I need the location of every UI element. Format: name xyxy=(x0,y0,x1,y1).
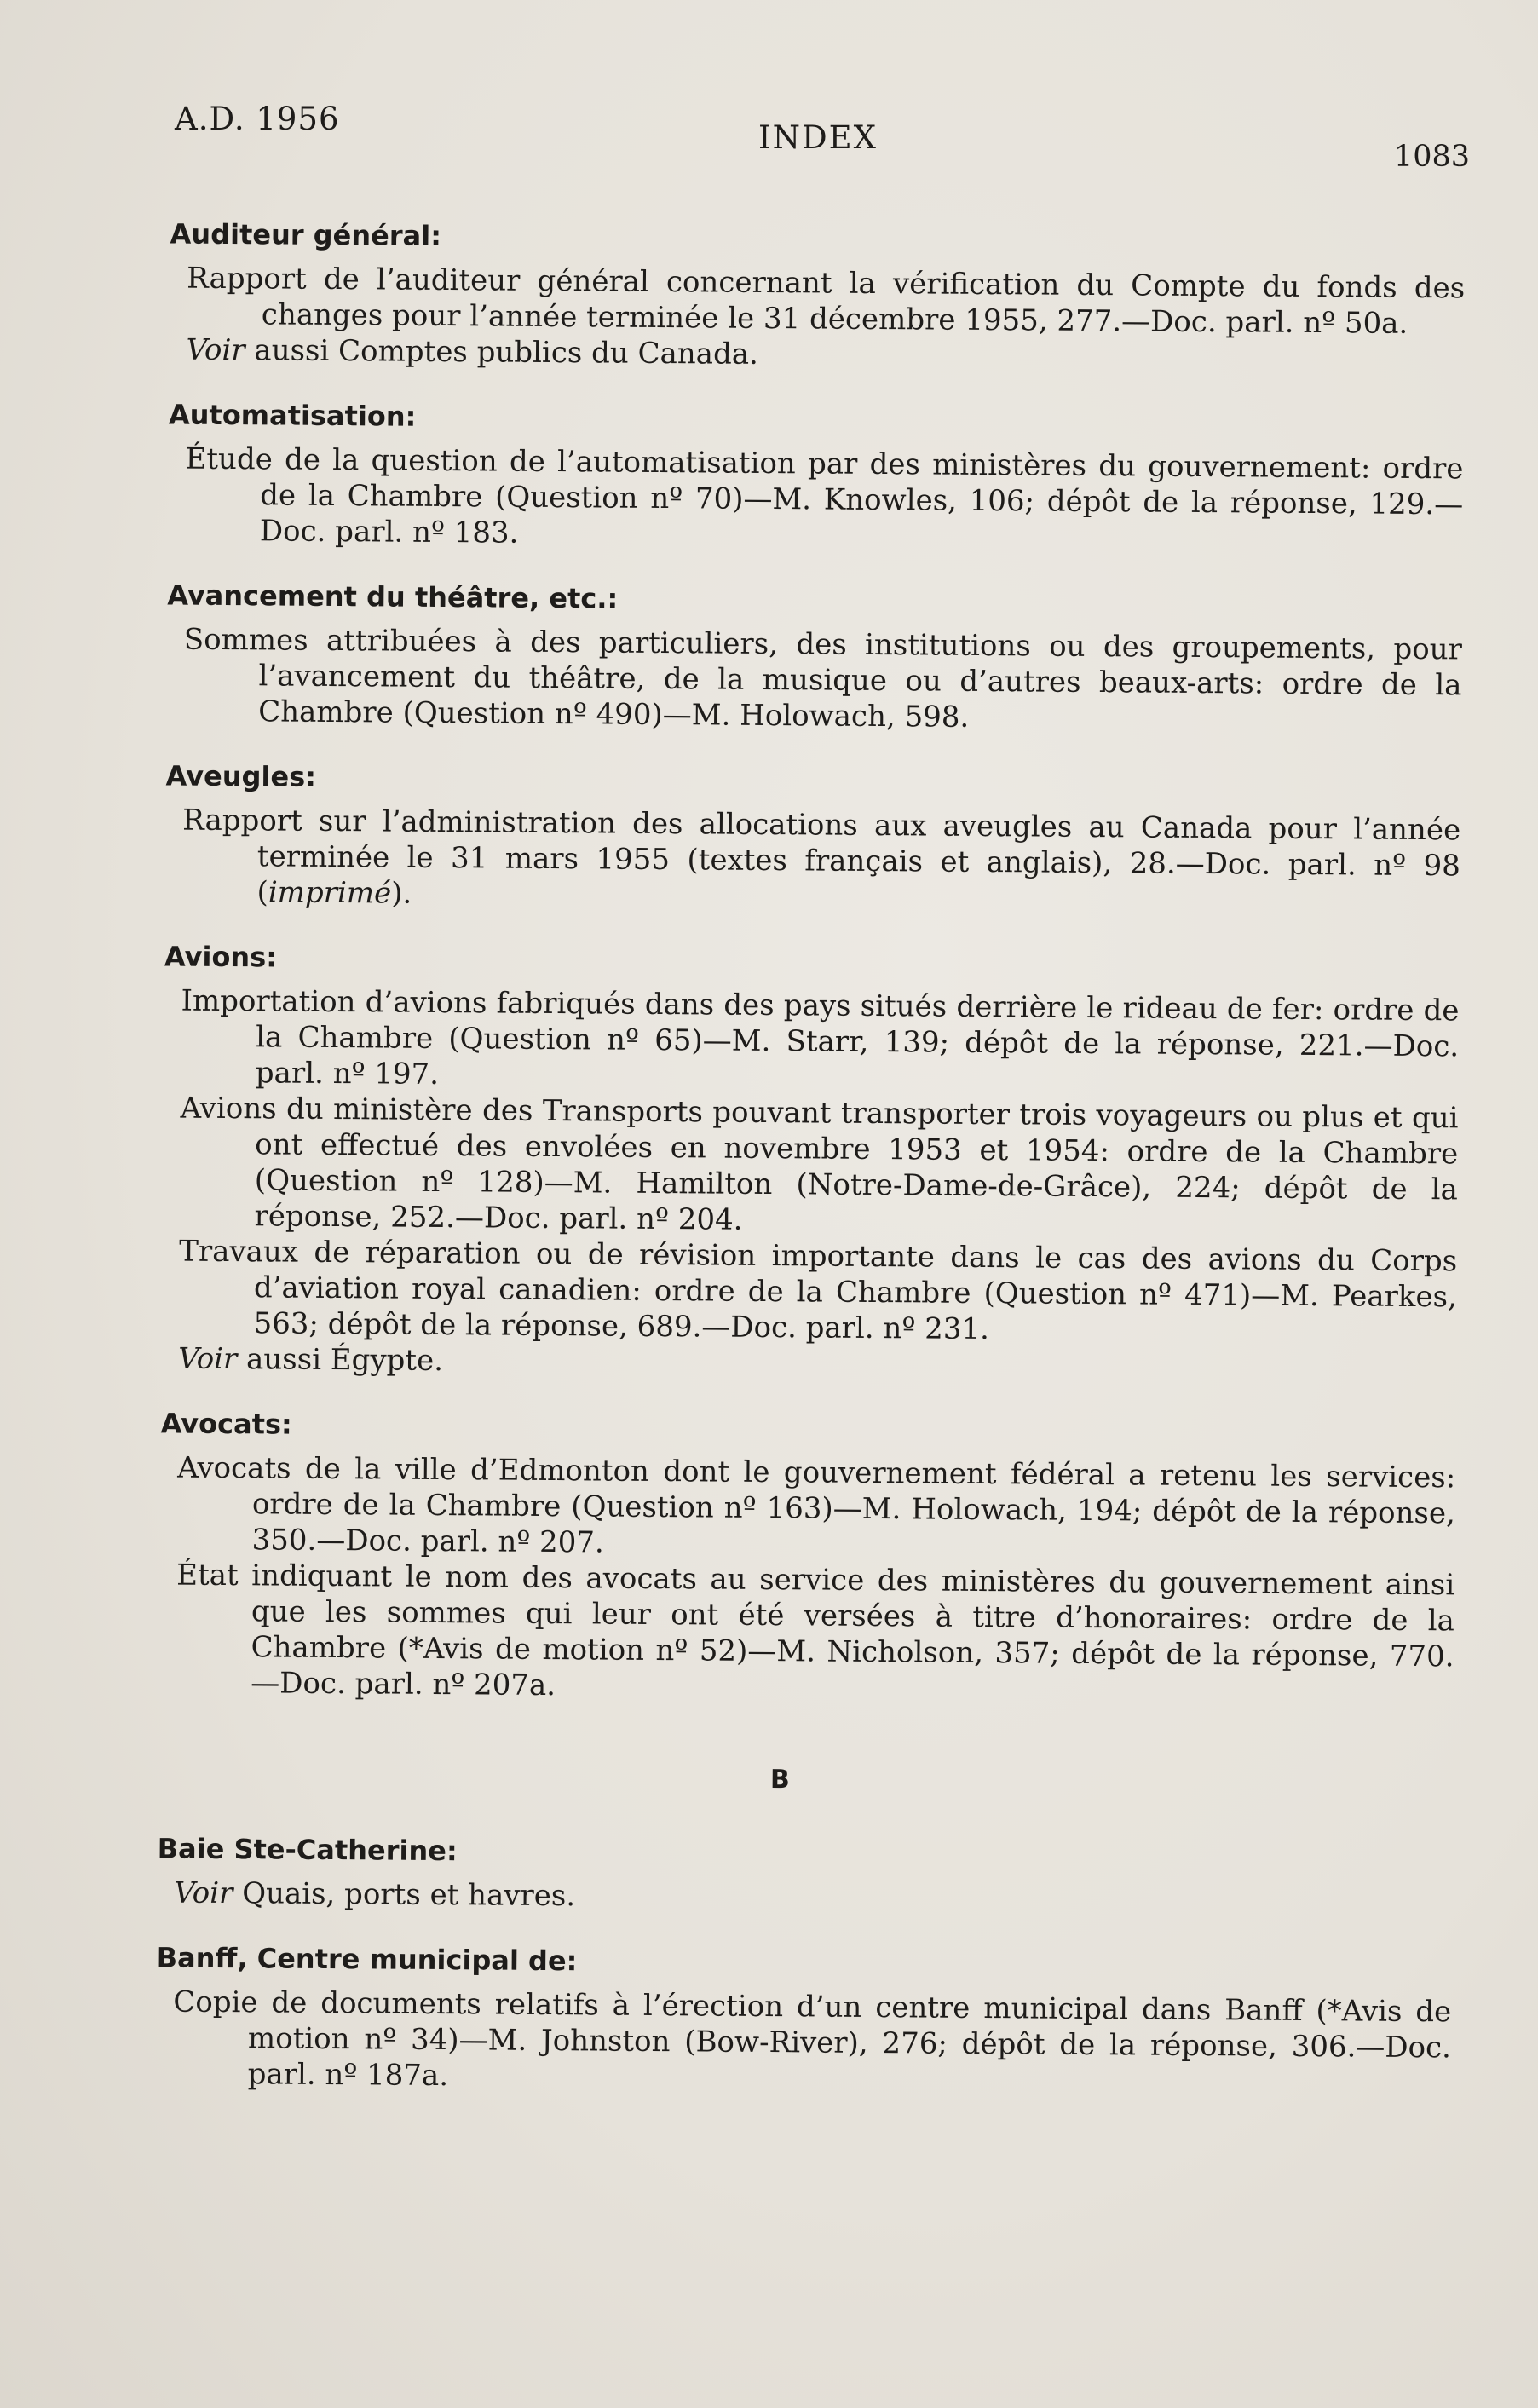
see-word: Voir xyxy=(186,332,245,368)
index-section xyxy=(117,398,1464,558)
entry-italic: imprimé xyxy=(268,875,392,911)
index-entry: Avions du ministère des Transports pouvant transporter trois voyageurs ou plus et qui ont effectué des envolées en novembre 1953 et 1954: ordre de la Chambre (Question nº 128)—M. Hamilton (Notre-Dame-de-Grâce), 224; dépôt de la réponse, 252.—Doc. parl. nº 204. xyxy=(180,1091,1459,1237)
see-also xyxy=(174,1875,1452,1921)
index-section xyxy=(118,217,1465,377)
index-heading: Baie Ste-Catherine: xyxy=(157,1832,458,1868)
header-title: INDEX xyxy=(758,119,878,156)
index-section xyxy=(113,759,1460,919)
index-section xyxy=(106,1832,1453,1921)
index-entry: Copie de documents relatifs à l’érection d’un centre municipal dans Banff (*Avis de motion nº 34)—M. Johnston (Bow-River), 276; dépôt de la réponse, 306.—Doc. parl. nº 187a. xyxy=(173,1985,1452,2094)
index-section xyxy=(107,1407,1456,1710)
index-entry: État indiquant le nom des avocats au service des ministères du gouvernement ainsi que les sommes qui leur ont été versées à titre d’honoraires: ordre de la Chambre (*Avis de motion nº 52)—M. Nicholson, 357; dépôt de la réponse, 770.—Doc. parl. nº 207a. xyxy=(176,1558,1455,1703)
page-header xyxy=(175,95,1470,172)
page-number: 1083 xyxy=(1393,140,1470,174)
index-entry: Importation d’avions fabriqués dans des pays situés derrière le rideau de fer: ordre de la Chambre (Question nº 65)—M. Starr, 139; dépôt de la réponse, 221.—Doc. parl. nº 197. xyxy=(181,983,1460,1092)
index-heading: Auditeur général: xyxy=(170,217,442,252)
see-word: Voir xyxy=(178,1341,238,1377)
index-entry: Sommes attribuées à des particuliers, des institutions ou des groupements, pour l’avancement du théâtre, de la musique ou d’autres beaux-arts: ordre de la Chambre (Question nº 490)—M. Holowach, 598. xyxy=(183,622,1462,734)
see-text: aussi Comptes publics du Canada. xyxy=(254,333,759,372)
see-text: Quais, ports et havres. xyxy=(242,1876,576,1914)
index-heading: Automatisation: xyxy=(168,398,417,433)
entry-text: Rapport sur l’administration des allocations aux aveugles au Canada pour l’année terminée le 31 mars 1955 (textes français et anglais), 28.—Doc. parl. nº 98 ( xyxy=(182,803,1461,910)
index-entry: Rapport de l’auditeur général concernant la vérification du Compte du fonds des changes pour l’année terminée le 31 décembre 1955, 277.—Doc. parl. nº 50a. xyxy=(187,261,1466,341)
entry-tail: ). xyxy=(391,876,412,911)
index-entry: Travaux de réparation ou de révision importante dans le cas des avions du Corps d’aviation royal canadien: ordre de la Chambre (Question nº 471)—M. Pearkes, 563; dépôt de la réponse, 689.—Doc. parl. nº 231. xyxy=(179,1234,1458,1347)
header-year: A.D. 1956 xyxy=(175,101,340,137)
index-section xyxy=(104,1941,1451,2101)
index-section xyxy=(115,579,1462,739)
index-entry: Avocats de la ville d’Edmonton dont le gouvernement fédéral a retenu les services: ordre de la Chambre (Question nº 163)—M. Holowach, 194; dépôt de la réponse, 350.—Doc. parl. nº 207. xyxy=(177,1450,1456,1560)
index-section xyxy=(110,940,1460,1386)
index-entry: Étude de la question de l’automatisation par des ministères du gouvernement: ordre de la Chambre (Question nº 70)—M. Knowles, 106; dépôt de la réponse, 129.—Doc. parl. nº 183. xyxy=(185,441,1464,550)
see-text: aussi Égypte. xyxy=(245,1342,444,1379)
index-heading: Avocats: xyxy=(160,1407,292,1441)
index-heading: Avancement du théâtre, etc.: xyxy=(167,579,619,615)
index-heading: Avions: xyxy=(164,940,278,974)
index-heading: Aveugles: xyxy=(165,759,317,793)
see-word: Voir xyxy=(174,1875,233,1911)
index-entry xyxy=(181,803,1460,920)
letter-divider: B xyxy=(769,1765,790,1795)
index-content xyxy=(104,192,1466,2132)
index-heading: Banff, Centre municipal de: xyxy=(156,1941,578,1978)
